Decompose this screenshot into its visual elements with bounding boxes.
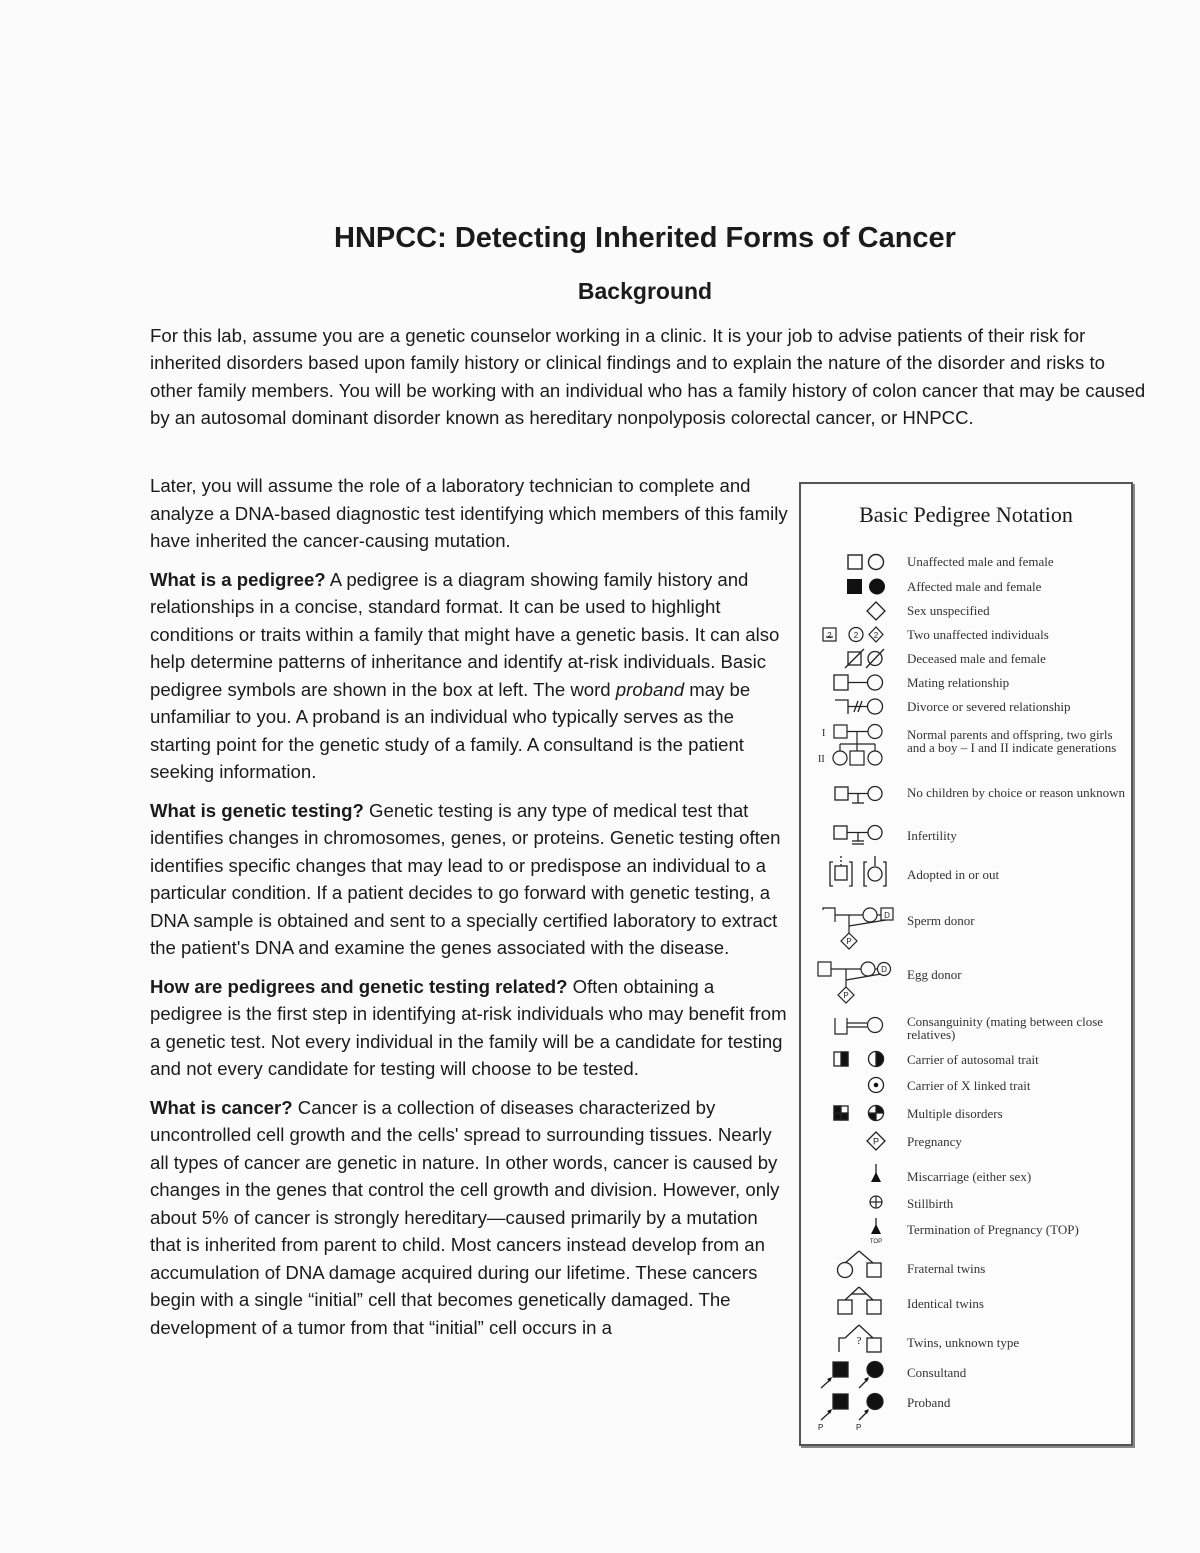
legend-label: Twins, unknown type <box>907 1335 1020 1350</box>
legend-label: Infertility <box>907 828 957 843</box>
legend-row <box>801 822 1131 852</box>
adopted-icon <box>801 856 901 896</box>
legend-row <box>801 576 1131 598</box>
donor-letter: D <box>881 965 887 974</box>
pregnancy-letter: P <box>872 1136 880 1147</box>
legend-label: Affected male and female <box>907 579 1042 594</box>
legend-label: Miscarriage (either sex) <box>907 1169 1032 1184</box>
legend-row <box>801 648 1131 670</box>
legend-row <box>801 1218 1131 1246</box>
donor-letter: D <box>884 911 890 920</box>
legend-row <box>801 1250 1131 1280</box>
legend-label: Proband <box>907 1395 951 1410</box>
no-children-icon <box>801 782 901 814</box>
legend-row <box>801 696 1131 718</box>
legend-row <box>801 1074 1131 1098</box>
legend-label: Identical twins <box>907 1296 984 1311</box>
pedigree-text-1: A pedigree is a diagram showing family history and relationships in a concise, standard format. It can be used to highlight conditions or traits within a family that might have a genetic basis. It can also help determine patterns of inheritance and identify at-risk individuals. Basic pedigree symbols are shown in the box at left. The word <box>150 568 780 700</box>
legend-row <box>801 1012 1131 1046</box>
legend-row <box>801 1048 1131 1072</box>
legend-row <box>801 672 1131 694</box>
pedigree-notation-box <box>799 482 1133 1446</box>
legend-row <box>801 1192 1131 1214</box>
divorce-icon <box>801 696 901 718</box>
related-paragraph <box>150 973 790 1083</box>
related-heading: How are pedigrees and genetic testing related? <box>150 975 568 997</box>
legend-label: Termination of Pregnancy (TOP) <box>907 1222 1079 1237</box>
svg-text:2: 2 <box>853 631 859 640</box>
later-paragraph: Later, you will assume the role of a laboratory technician to complete and analyze a DNA-based diagnostic test identifying which members of this family have inherited the cancer-causing mutation. <box>150 475 788 551</box>
legend-label: Pregnancy <box>907 1134 962 1149</box>
testing-text: Genetic testing is any type of medical test that identifies changes in chromosomes, genes, or proteins. Genetic testing often identifies specific changes that may lead to or predispose an individual to a particular condition. If a patient decides to go forward with genetic testing, a DNA sample is obtained and sent to a specially certified laboratory to extract the patient's DNA and examine the genes associated with the disease. <box>150 799 781 958</box>
legend-label: Egg donor <box>907 967 962 982</box>
legend-label: Two unaffected individuals <box>907 627 1049 642</box>
pedigree-paragraph <box>150 566 790 786</box>
infertility-icon <box>801 822 901 852</box>
consultand-icon <box>801 1360 901 1390</box>
sex-unspecified-icon <box>801 600 901 622</box>
parents-offspring-icon <box>801 720 901 774</box>
legend-label: Normal parents and offspring, two girls and a boy – I and II indicate generations <box>907 727 1117 755</box>
legend-label: Deceased male and female <box>907 651 1046 666</box>
legend-row <box>801 1360 1131 1390</box>
pedigree-text-2: may be unfamiliar to you. A proband is an individual who typically serves as the starting point for the genetic study of a family. A consultand is the patient seeking information. <box>150 678 751 782</box>
deceased-icon <box>801 648 901 670</box>
miscarriage-icon <box>801 1164 901 1188</box>
testing-heading: What is genetic testing? <box>150 799 364 821</box>
legend-label: Multiple disorders <box>907 1106 1003 1121</box>
mating-icon <box>801 672 901 694</box>
affected-male-female-icon <box>801 576 901 598</box>
cancer-heading: What is cancer? <box>150 1096 293 1118</box>
legend-row <box>801 1392 1131 1434</box>
legend-label: Unaffected male and female <box>907 554 1054 569</box>
legend-label: Carrier of autosomal trait <box>907 1052 1039 1067</box>
related-text: Often obtaining a pedigree is the first step in identifying at-risk individuals who may benefit from a genetic test. Not every individual in the family will be a candidate for testing and not every candidate for testing will choose to be tested. <box>150 975 787 1079</box>
intro-paragraph: For this lab, assume you are a genetic counselor working in a clinic. It is your job to advise patients of their risk for inherited disorders based upon family history or clinical findings and to explain the nature of the disorder and risks to other family members. You will be working with an individual who has a family history of colon cancer that may be caused by an autosomal dominant disorder known as hereditary nonpolyposis colorectal cancer, or HNPCC. <box>150 325 1146 429</box>
legend-label: Sperm donor <box>907 913 975 928</box>
legend-label: Mating relationship <box>907 675 1010 690</box>
consanguinity-icon <box>801 1012 901 1046</box>
two-unaffected-icon <box>801 624 901 646</box>
legend-label: No children by choice or reason unknown <box>907 785 1126 800</box>
egg-donor-icon <box>801 958 901 1010</box>
pregnancy-icon <box>801 1130 901 1156</box>
pedigree-heading: What is a pedigree? <box>150 568 326 590</box>
sperm-donor-icon <box>801 904 901 956</box>
multiple-disorders-icon <box>801 1102 901 1126</box>
legend-row <box>801 600 1131 622</box>
proband-letter: P <box>818 1423 824 1432</box>
unaffected-male-female-icon <box>801 552 901 574</box>
legend-row <box>801 552 1131 574</box>
legend-row <box>801 958 1131 1010</box>
legend-row <box>801 904 1131 956</box>
legend-row <box>801 1130 1131 1156</box>
gen-two-text: II <box>818 754 825 765</box>
x-linked-carrier-icon <box>801 1074 901 1098</box>
svg-text:2: 2 <box>873 631 879 640</box>
legend-row <box>801 782 1131 814</box>
svg-text:2: 2 <box>827 631 832 640</box>
legend-label: Divorce or severed relationship <box>907 699 1071 714</box>
proband-icon <box>801 1392 901 1434</box>
autosomal-carrier-icon <box>801 1048 901 1072</box>
cancer-text: Cancer is a collection of diseases characterized by uncontrolled cell growth and the cells' spread to surrounding tissues. Nearly all types of cancer are genetic in nature. In other words, cancer is caused by changes in the genes that control the cell growth and division. However, only about 5% of cancer is strongly hereditary—caused primarily by a mutation that is inherited from parent to child. Most cancers instead develop from an accumulation of DNA damage acquired during our lifetime. These cancers begin with a single “initial” cell that becomes genetically damaged. The development of a tumor from that “initial” cell occurs in a <box>150 1096 780 1338</box>
proband-letter: P <box>856 1423 862 1432</box>
pregnancy-letter: P <box>846 937 852 946</box>
testing-paragraph <box>150 797 790 962</box>
legend-title: Basic Pedigree Notation <box>859 502 1073 527</box>
legend-row <box>801 624 1131 646</box>
legend-row <box>801 856 1131 896</box>
legend-label: Carrier of X linked trait <box>907 1078 1031 1093</box>
cancer-paragraph <box>150 1094 790 1342</box>
legend-row <box>801 1102 1131 1126</box>
page-title: HNPCC: Detecting Inherited Forms of Cancer <box>334 222 956 254</box>
legend-row <box>801 720 1131 774</box>
legend-row <box>801 1286 1131 1318</box>
proband-word: proband <box>615 678 685 700</box>
termination-icon <box>801 1218 901 1246</box>
gen-one-text: I <box>822 728 826 739</box>
stillbirth-icon <box>801 1192 901 1214</box>
pregnancy-letter: P <box>843 991 849 1000</box>
legend-row <box>801 1324 1131 1356</box>
legend-label: Stillbirth <box>907 1196 954 1211</box>
legend-label: Sex unspecified <box>907 603 990 618</box>
section-subtitle: Background <box>577 278 713 304</box>
legend-label: Consultand <box>907 1365 967 1380</box>
identical-twins-icon <box>801 1286 901 1318</box>
legend-label: Fraternal twins <box>907 1261 986 1276</box>
legend-row <box>801 1164 1131 1188</box>
main-column <box>150 472 790 1352</box>
legend-label: Adopted in or out <box>907 867 1000 882</box>
fraternal-twins-icon <box>801 1250 901 1280</box>
top-text: TOP <box>869 1239 883 1245</box>
twins-question: ? <box>856 1335 862 1347</box>
twins-unknown-icon <box>801 1324 901 1356</box>
legend-label: Consanguinity (mating between close relatives) <box>907 1014 1104 1042</box>
